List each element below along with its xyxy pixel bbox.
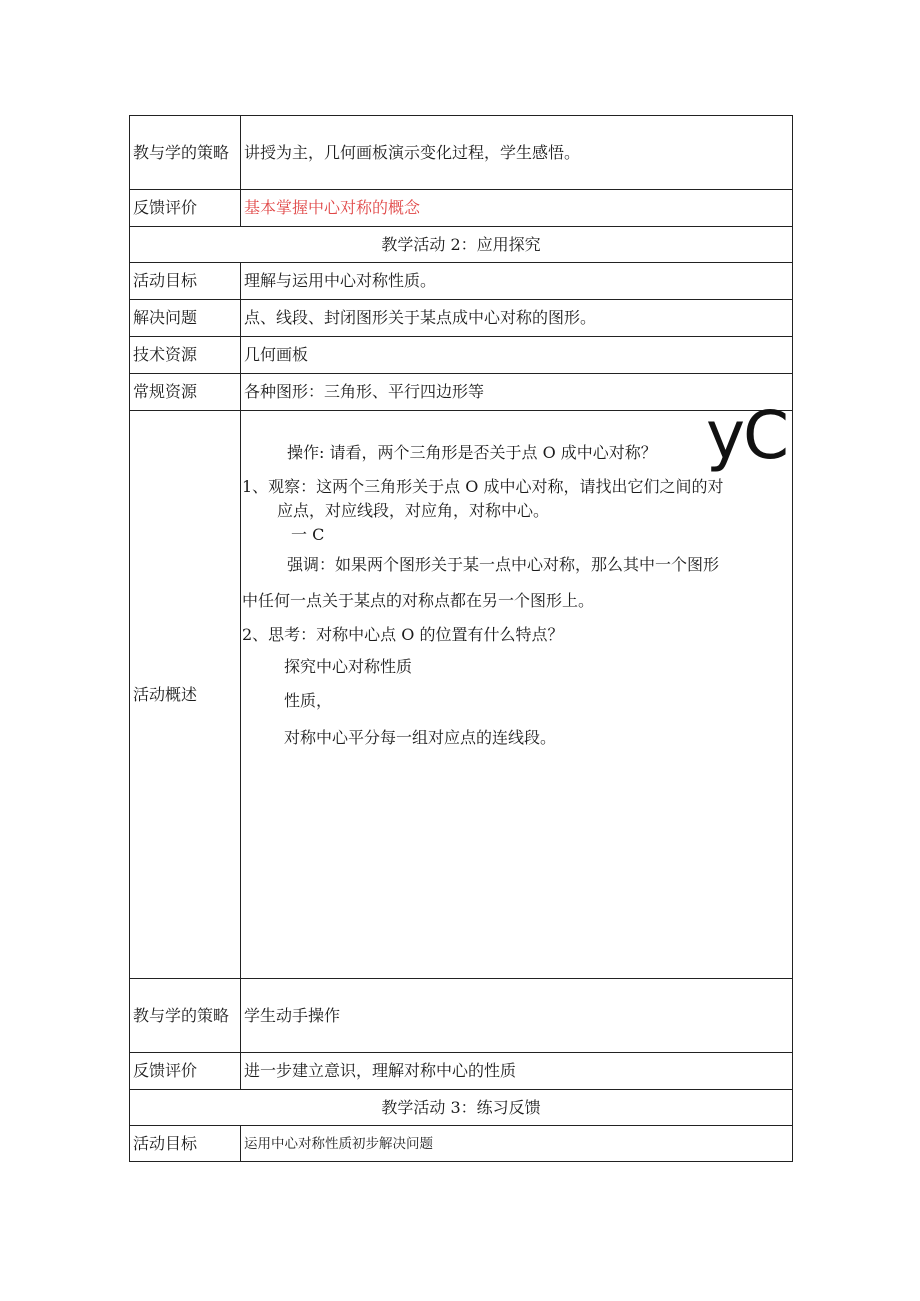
feedback-label: 反馈评价 (130, 190, 241, 227)
table-row (130, 1126, 793, 1162)
overview-line: 性质， (284, 691, 333, 710)
table-row (130, 227, 793, 263)
overview-label: 活动概述 (130, 411, 241, 979)
overview-line: 中任何一点关于某点的对称点都在另一个图形上。 (242, 591, 595, 610)
table-row (130, 374, 793, 411)
goal-label: 活动目标 (130, 1126, 241, 1162)
table-row (130, 337, 793, 374)
feedback-value: 基本掌握中心对称的概念 (241, 190, 793, 227)
overview-line: 2、思考：对称中心点 O 的位置有什么特点？ (242, 625, 564, 644)
table-row (130, 300, 793, 337)
overview-line: 强调：如果两个图形关于某一点中心对称，那么其中一个图形 (287, 555, 720, 574)
yc-mark: yC (706, 397, 788, 474)
overview-line: 1、观察：这两个三角形关于点 O 成中心对称，请找出它们之间的对 (242, 477, 724, 496)
table-row (130, 1090, 793, 1126)
strategy-label: 教与学的策略 (130, 116, 241, 190)
lesson-plan-table (129, 115, 793, 1162)
activity3-heading: 教学活动 3：练习反馈 (130, 1090, 793, 1126)
overview-line: 操作: 请看，两个三角形是否关于点 O 成中心对称？ (287, 443, 657, 462)
goal-value: 运用中心对称性质初步解决问题 (241, 1126, 793, 1162)
problem-value: 点、线段、封闭图形关于某点成中心对称的图形。 (241, 300, 793, 337)
overview-line: 对称中心平分每一组对应点的连线段。 (284, 728, 557, 747)
tech-value: 几何画板 (241, 337, 793, 374)
overview-line: 一 C (291, 525, 325, 544)
table-row (130, 190, 793, 227)
tech-label: 技术资源 (130, 337, 241, 374)
strategy-label: 教与学的策略 (130, 979, 241, 1053)
overview-cell (241, 397, 793, 979)
goal-value: 理解与运用中心对称性质。 (241, 263, 793, 300)
goal-label: 活动目标 (130, 263, 241, 300)
strategy-value: 讲授为主，几何画板演示变化过程，学生感悟。 (241, 116, 793, 190)
regular-label: 常规资源 (130, 374, 241, 411)
overview-line: 探究中心对称性质 (284, 657, 413, 676)
table-row (130, 411, 793, 979)
activity2-heading: 教学活动 2：应用探究 (130, 227, 793, 263)
table-row (130, 116, 793, 190)
table-row (130, 979, 793, 1053)
table-row (130, 1053, 793, 1090)
overview-line: 应点，对应线段，对应角，对称中心。 (277, 501, 550, 520)
feedback-label: 反馈评价 (130, 1053, 241, 1090)
regular-value: 各种图形：三角形、平行四边形等 (241, 374, 793, 411)
feedback-value: 进一步建立意识，理解对称中心的性质 (241, 1053, 793, 1090)
table-row (130, 263, 793, 300)
strategy-value: 学生动手操作 (241, 979, 793, 1053)
problem-label: 解决问题 (130, 300, 241, 337)
